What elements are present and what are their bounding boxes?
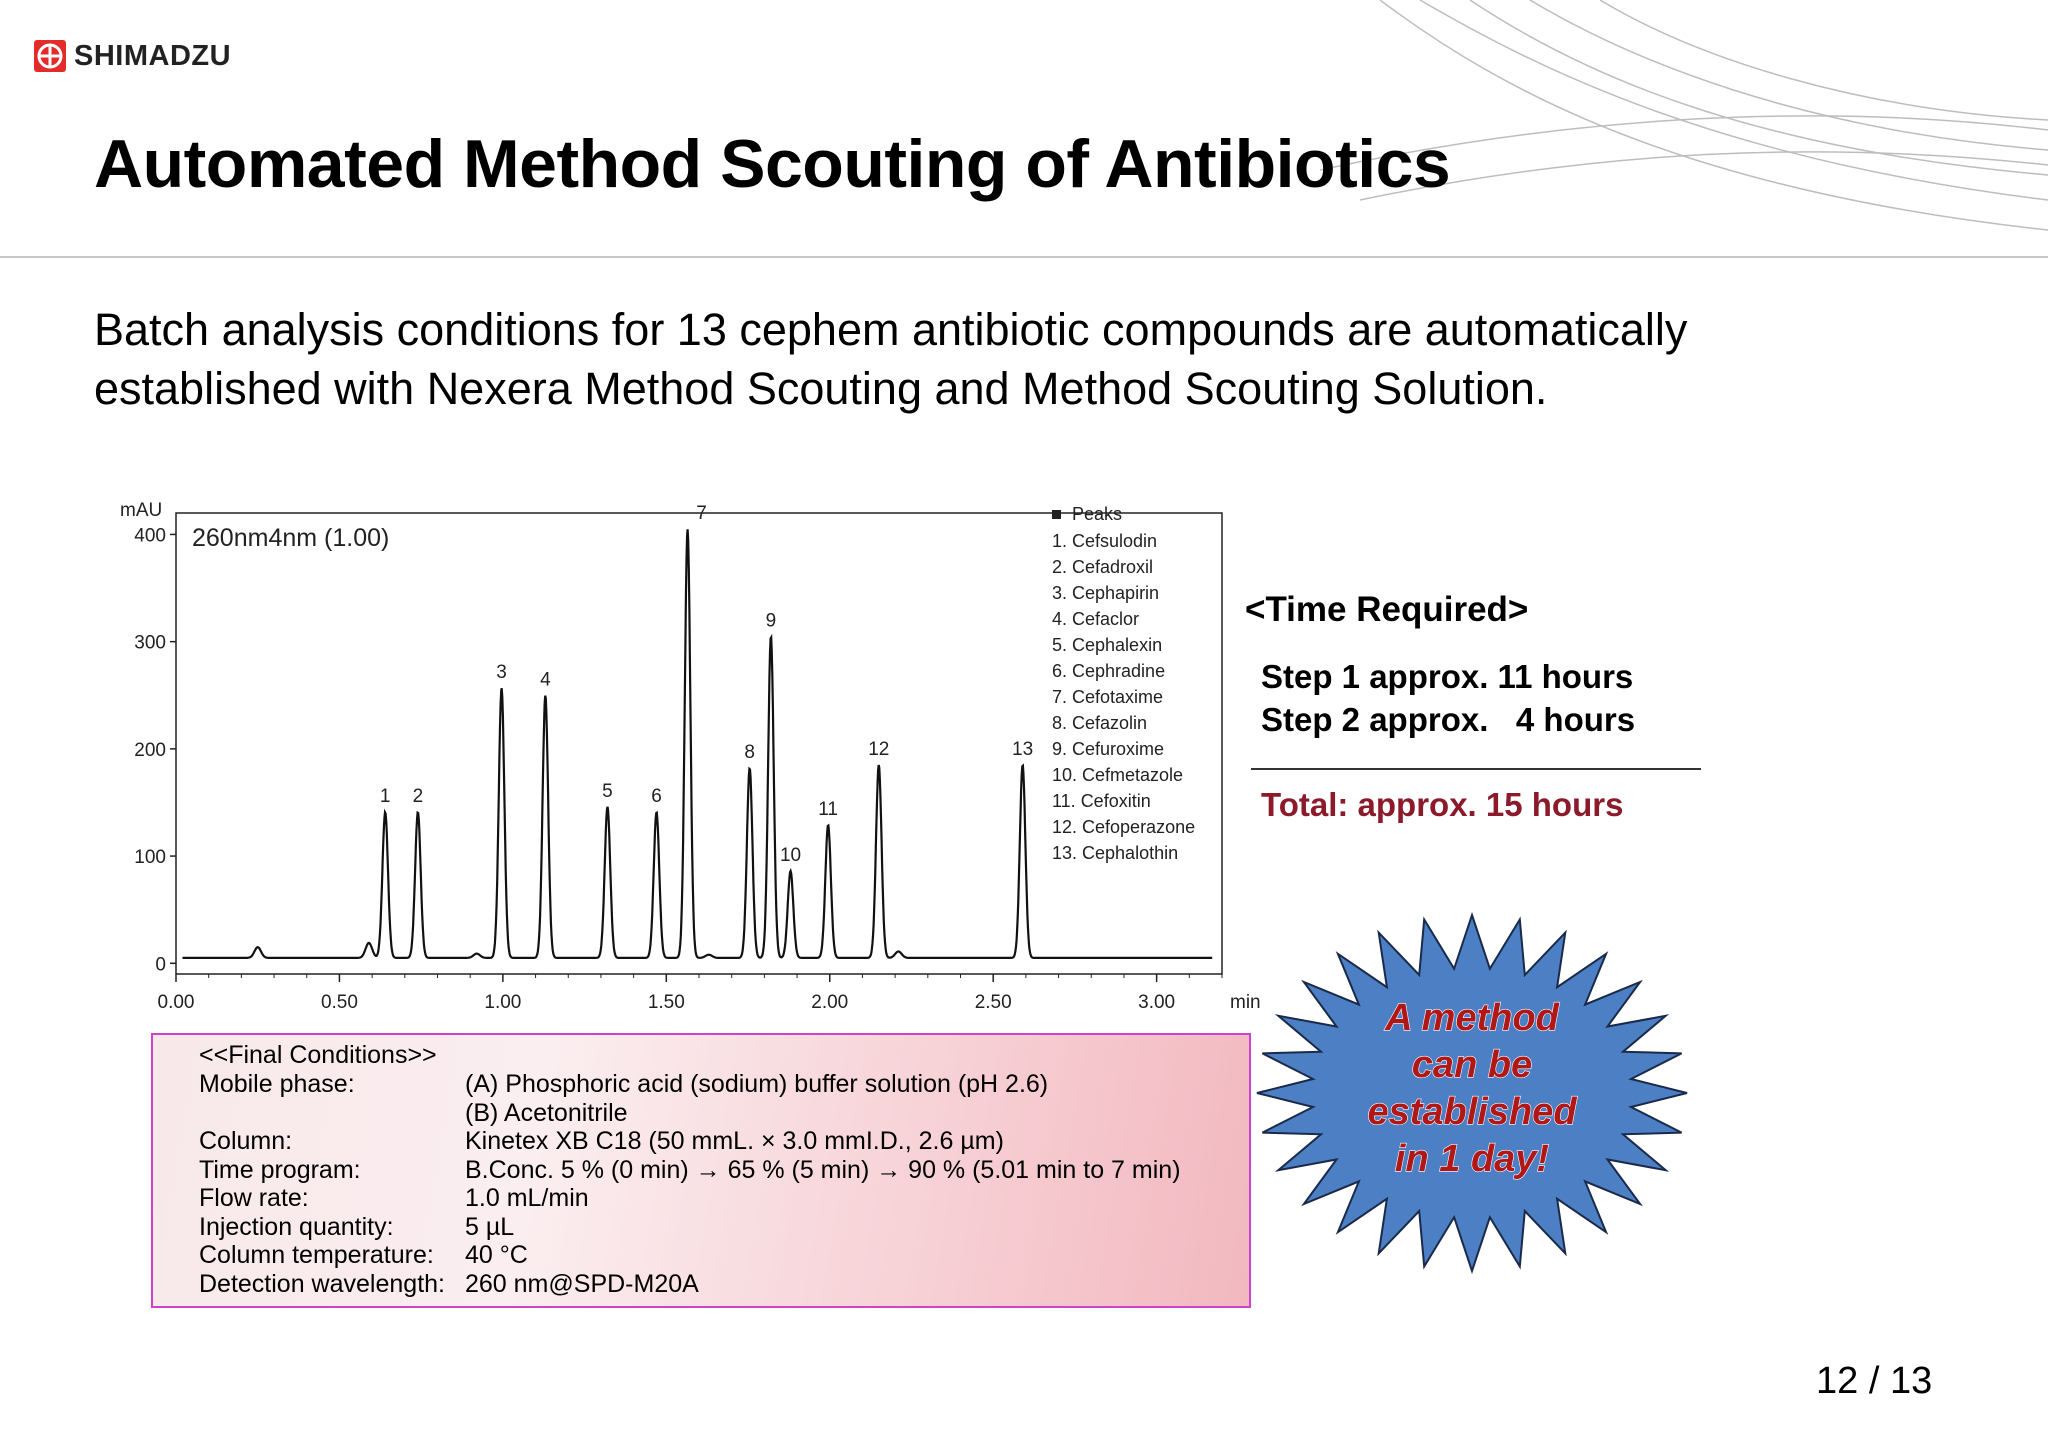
legend-item: 5. Cephalexin [1052,635,1163,655]
peak-label: 10 [779,845,802,867]
peak-labels [380,503,1033,866]
peak-legend [1052,504,1195,863]
condition-value: 260 nm@SPD-M20A [465,1270,699,1298]
conditions-heading: <<Final Conditions>> [199,1041,437,1069]
peak-label: 9 [765,610,777,632]
slide-title: Automated Method Scouting of Antibiotics [94,126,1451,202]
legend-item: 1. Cefsulodin [1052,531,1158,551]
condition-row [199,1241,528,1270]
legend-item: 4. Cefaclor [1052,609,1140,629]
total-time: Total: approx. 15 hours [1261,786,1624,823]
chart-title: 260nm4nm (1.00) [192,524,390,552]
brand-name: SHIMADZU [74,39,232,72]
x-tick-label: 0.50 [320,992,358,1013]
condition-label: Mobile phase: [199,1070,355,1098]
condition-row [199,1184,589,1213]
x-tick-label: 3.00 [1138,992,1176,1013]
peak-label: 5 [602,780,613,802]
peak-label: 4 [540,669,551,691]
chromatogram-chart [110,496,1261,1036]
x-tick-label: 1.00 [484,992,522,1013]
legend-item: 6. Cephradine [1052,661,1166,681]
y-tick-label: 100 [134,847,166,869]
condition-label: Column temperature: [199,1241,434,1269]
legend-item: 11. Cefoxitin [1052,791,1151,811]
condition-label: Detection wavelength: [199,1270,445,1298]
condition-value: B.Conc. 5 % (0 min) → 65 % (5 min) → 90 % (5.01 min to 7 min) [465,1156,1181,1184]
callout-line: in 1 day! [1394,1138,1550,1180]
page-number: 12 / 13 [1816,1360,1933,1402]
y-tick-label: 200 [134,739,166,761]
legend-item: 9. Cefuroxime [1052,739,1165,759]
title-divider [0,256,2048,258]
legend-item: 12. Cefoperazone [1052,817,1196,837]
condition-row [199,1270,699,1299]
condition-row [199,1099,628,1128]
peak-label: 1 [379,786,391,808]
x-tick-label: 1.50 [647,992,685,1013]
condition-label: Flow rate: [199,1184,309,1212]
condition-value: Kinetex XB C18 (50 mmL. × 3.0 mmI.D., 2.6 µm) [465,1127,1004,1155]
time-divider [1251,768,1701,770]
y-axis-label: mAU [120,500,163,521]
peak-label: 3 [496,661,507,683]
condition-row [199,1070,1048,1099]
x-tick-label: 2.00 [811,992,849,1013]
x-axis-label: min [1230,992,1261,1013]
condition-row [199,1213,514,1242]
legend-marker [1052,510,1061,519]
step-1-time: Step 1 approx. 11 hours [1261,658,1634,695]
condition-value: 1.0 mL/min [465,1184,589,1212]
peak-label: 6 [651,786,662,808]
peak-label: 7 [696,503,707,525]
peak-label: 2 [412,786,424,808]
legend-item: 3. Cephapirin [1052,583,1160,603]
condition-value: (B) Acetonitrile [465,1099,628,1127]
condition-value: 40 °C [465,1241,528,1269]
callout-line: can be [1411,1044,1533,1086]
intro-text: Batch analysis conditions for 13 cephem antibiotic compounds are automatically established with Nexera Method Scouting and Method Scouting Solution. [94,304,1688,414]
y-tick-label: 400 [134,525,166,547]
time-required-panel [1245,590,1705,830]
step-2-time: Step 2 approx. 4 hours [1261,701,1636,738]
peak-label: 12 [868,738,890,760]
condition-label: Column: [199,1127,293,1155]
x-tick-label: 0.00 [157,992,195,1013]
legend-item: 7. Cefotaxime [1052,687,1164,707]
y-tick-label: 0 [155,954,166,976]
legend-item: 10. Cefmetazole [1052,765,1184,785]
x-tick-label: 2.50 [974,992,1012,1013]
brand-logo [34,38,231,74]
peak-label: 8 [744,742,755,764]
callout-line: established [1367,1091,1577,1133]
y-tick-label: 300 [134,632,166,654]
legend-title: Peaks [1072,504,1123,524]
method-callout-starburst [1250,898,1695,1273]
peak-label: 13 [1012,738,1034,760]
legend-item: 8. Cefazolin [1052,713,1148,733]
condition-label: Injection quantity: [199,1213,394,1241]
condition-value: 5 µL [465,1213,515,1241]
legend-item: 2. Cefadroxil [1052,557,1154,577]
time-required-heading: <Time Required> [1245,590,1529,629]
shimadzu-cross-icon [34,40,66,72]
condition-value: (A) Phosphoric acid (sodium) buffer solution (pH 2.6) [465,1070,1049,1098]
final-conditions-box [151,1033,1251,1308]
callout-line: A method [1385,997,1559,1039]
condition-row [199,1156,1181,1185]
condition-row [199,1127,1004,1156]
condition-label: Time program: [199,1156,361,1184]
peak-label: 11 [818,798,838,820]
legend-item: 13. Cephalothin [1052,843,1179,863]
